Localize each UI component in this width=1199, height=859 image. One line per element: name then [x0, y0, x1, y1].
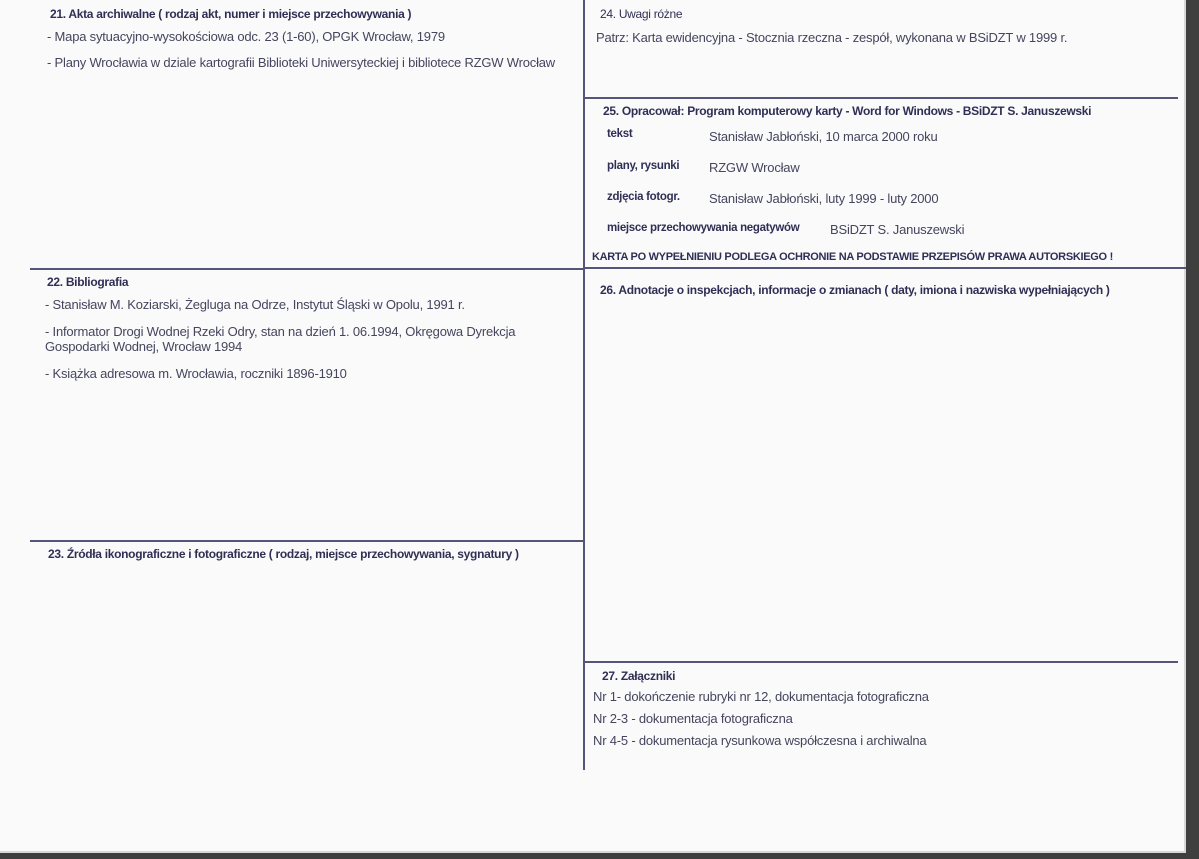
label-plany-rysunki: plany, rysunki	[607, 160, 680, 172]
divider-24-25	[585, 97, 1178, 99]
divider-25-26	[585, 267, 1186, 269]
scan-edge-bottom	[0, 853, 1199, 859]
label-tekst: tekst	[607, 128, 633, 140]
section-21-item: - Mapa sytuacyjno-wysokościowa odc. 23 (1-60), OPGK Wrocław, 1979	[47, 29, 445, 44]
section-24-header: 24. Uwagi różne	[600, 7, 683, 21]
copyright-notice: KARTA PO WYPEŁNIENIU PODLEGA OCHRONIE NA PODSTAWIE PRZEPISÓW PRAWA AUTORSKIEGO !	[592, 251, 1113, 263]
section-22-item: - Stanisław M. Koziarski, Żegluga na Odrze, Instytut Śląski w Opolu, 1991 r.	[45, 297, 465, 312]
value-plany-rysunki: RZGW Wrocław	[709, 160, 800, 175]
section-21-item: - Plany Wrocławia w dziale kartografii Biblioteki Uniwersyteckiej i bibliotece RZGW Wrocław	[47, 55, 555, 70]
section-27-item: Nr 1- dokończenie rubryki nr 12, dokumentacja fotograficzna	[593, 689, 929, 704]
divider-21-22	[30, 268, 583, 270]
divider-22-23	[30, 540, 583, 542]
section-27-item: Nr 4-5 - dokumentacja rysunkowa współczesna i archiwalna	[593, 733, 927, 748]
section-22-header: 22. Bibliografia	[47, 275, 129, 289]
section-24-text: Patrz: Karta ewidencyjna - Stocznia rzeczna - zespół, wykonana w BSiDZT w 1999 r.	[596, 30, 1068, 45]
value-negatywy: BSiDZT S. Januszewski	[830, 222, 965, 237]
section-27-header: 27. Załączniki	[602, 669, 676, 683]
section-22-item: - Informator Drogi Wodnej Rzeki Odry, stan na dzień 1. 06.1994, Okręgowa Dyrekcja Gospodarki Wodnej, Wrocław 1994	[45, 324, 516, 354]
value-tekst: Stanisław Jabłoński, 10 marca 2000 roku	[709, 129, 938, 144]
section-21-header: 21. Akta archiwalne ( rodzaj akt, numer i miejsce przechowywania )	[50, 7, 412, 21]
scan-edge-right	[1186, 0, 1199, 859]
label-negatywy: miejsce przechowywania negatywów	[607, 222, 800, 234]
value-zdjecia: Stanisław Jabłoński, luty 1999 - luty 2000	[709, 191, 939, 206]
section-26-header: 26. Adnotacje o inspekcjach, informacje o zmianach ( daty, imiona i nazwiska wypełniających )	[600, 283, 1110, 297]
section-23-header: 23. Źródła ikonograficzne i fotograficzne ( rodzaj, miejsce przechowywania, sygnatury )	[48, 547, 519, 561]
section-27-item: Nr 2-3 - dokumentacja fotograficzna	[593, 711, 793, 726]
section-25-header: 25. Opracował: Program komputerowy karty - Word for Windows - BSiDZT S. Januszewski	[603, 104, 1092, 118]
divider-26-27	[585, 661, 1178, 663]
label-zdjecia: zdjęcia fotogr.	[607, 191, 680, 203]
vertical-divider	[583, 0, 585, 770]
section-22-item: - Książka adresowa m. Wrocławia, roczniki 1896-1910	[45, 366, 347, 381]
